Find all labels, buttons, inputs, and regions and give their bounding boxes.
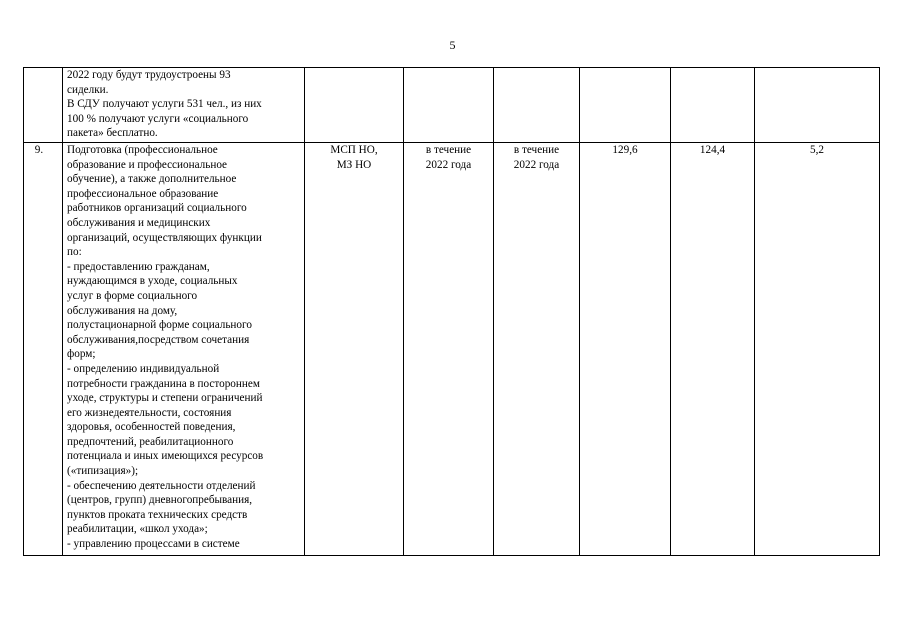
table-row: [24, 68, 880, 143]
value-3: 5,2: [810, 144, 824, 156]
description-cell: [63, 143, 305, 556]
row-number-cell: [24, 143, 63, 556]
value-cell-2: [671, 68, 755, 143]
responsible-text: МСП НО, МЗ НО: [330, 144, 378, 171]
description-text: 2022 году будут трудоустроены 93 сиделки. В СДУ получают услуги 531 чел., из них 100 % получают услуги «социального пакета» бесплатно.: [67, 69, 262, 140]
row-number: 9.: [34, 144, 44, 156]
end-date-cell: [494, 68, 580, 143]
value-cell-2: [671, 143, 755, 556]
responsible-cell: [305, 68, 404, 143]
end-date-text: в течение 2022 года: [513, 144, 560, 171]
row-number-cell: [24, 68, 63, 143]
end-date-cell: [494, 143, 580, 556]
start-date-cell: [404, 143, 494, 556]
value-cell-3: [755, 68, 880, 143]
description-text: Подготовка (профессиональное образование и профессиональное обучение), а также дополнительное профессиональное образование работников организаций социального обслуживания и медицинских организаций, осуществляющих функции по: - предоставлению гражданам, нуждающимся в уходе, социальных услуг в форме социального обслуживания на дому, полустационарной форме социального обслуживания,посредством сочетания форм; - определению индивидуальной потребности гражданина в постороннем уходе, структуры и степени ограничений его жизнедеятельности, состояния здоровья, особенностей поведения, предпочтений, реабилитационного потенциала и иных имеющихся ресурсов («типизация»); - обеспечению деятельности отделений (центров, групп) дневногопребывания, пунктов проката технических средств реабилитации, «школ ухода»; - управлению процессами в системе: [67, 144, 264, 551]
start-date-text: в течение 2022 года: [425, 144, 472, 171]
value-1: 129,6: [612, 144, 638, 156]
value-cell-1: [580, 143, 671, 556]
table-row: [24, 143, 880, 556]
value-cell-1: [580, 68, 671, 143]
description-cell: [63, 68, 305, 143]
value-cell-3: [755, 143, 880, 556]
measures-table: [23, 67, 880, 556]
value-2: 124,4: [699, 144, 726, 156]
start-date-cell: [404, 68, 494, 143]
page-number: 5: [449, 38, 456, 52]
responsible-cell: [305, 143, 404, 556]
